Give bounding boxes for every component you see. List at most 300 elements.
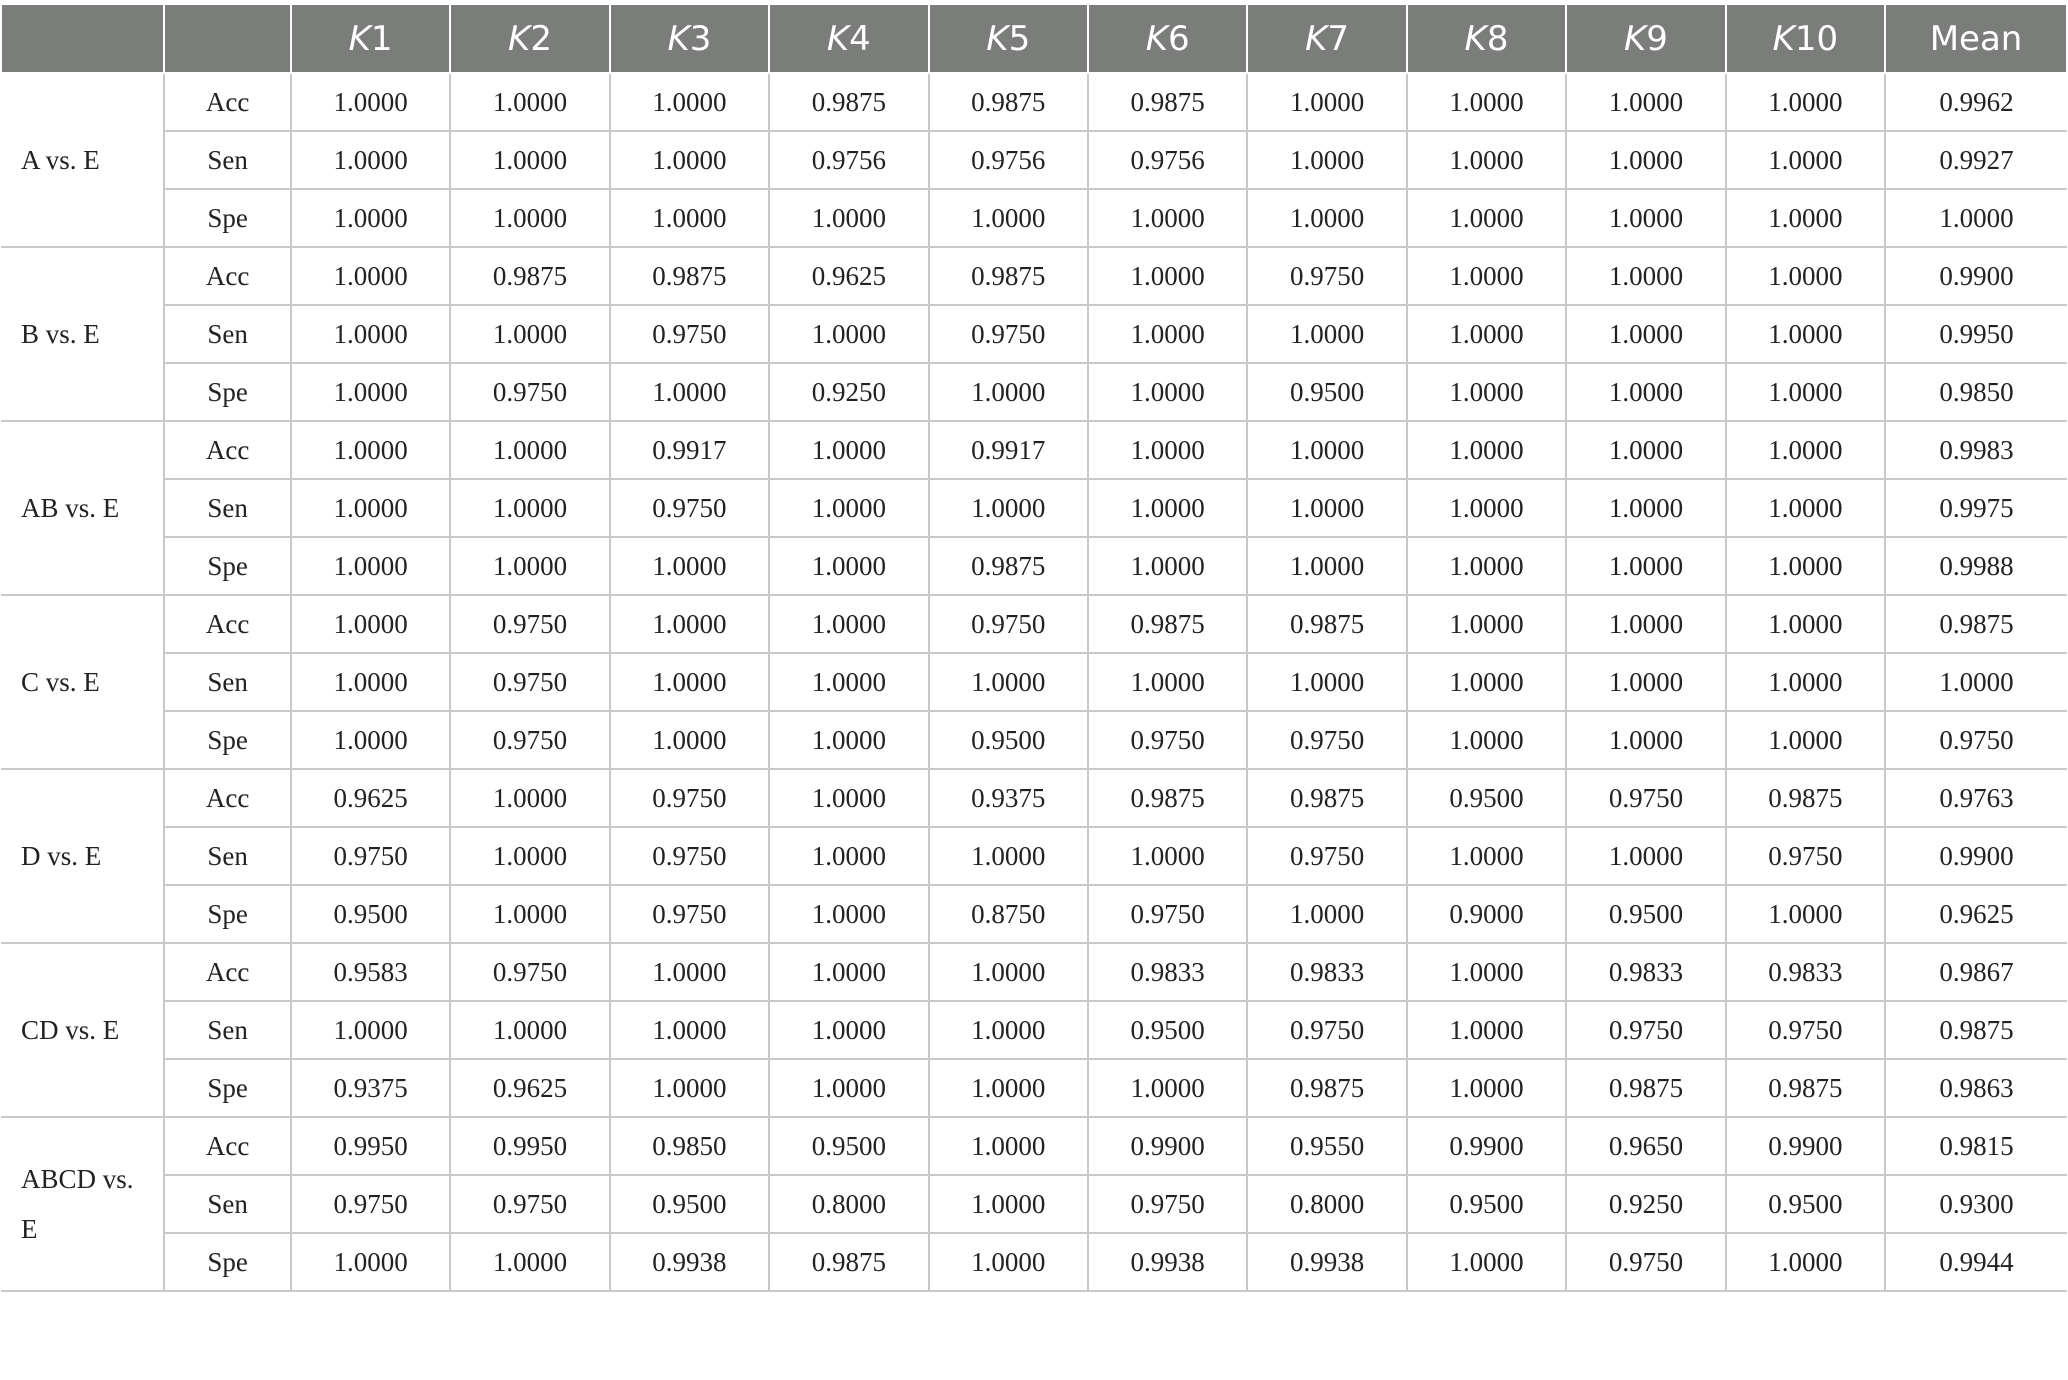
fold-value-cell: 1.0000 bbox=[769, 1059, 928, 1117]
mean-value-cell: 1.0000 bbox=[1885, 653, 2067, 711]
metric-label: Acc bbox=[164, 73, 290, 131]
metric-label: Acc bbox=[164, 421, 290, 479]
fold-value-cell: 1.0000 bbox=[610, 363, 769, 421]
fold-value-cell: 1.0000 bbox=[610, 73, 769, 131]
table-row bbox=[1, 131, 2067, 189]
fold-value-cell: 1.0000 bbox=[1247, 421, 1406, 479]
fold-value-cell: 1.0000 bbox=[610, 943, 769, 1001]
fold-value-cell: 0.9750 bbox=[291, 1175, 450, 1233]
metric-label: Spe bbox=[164, 363, 290, 421]
fold-value-cell: 1.0000 bbox=[450, 421, 609, 479]
fold-value-cell: 0.9750 bbox=[1247, 827, 1406, 885]
fold-value-cell: 1.0000 bbox=[450, 827, 609, 885]
header-fold-letter: K bbox=[986, 18, 1009, 59]
fold-value-cell: 1.0000 bbox=[291, 711, 450, 769]
fold-value-cell: 0.9750 bbox=[610, 305, 769, 363]
fold-value-cell: 0.9833 bbox=[1247, 943, 1406, 1001]
mean-value-cell: 0.9875 bbox=[1885, 595, 2067, 653]
header-fold-number: 6 bbox=[1168, 18, 1190, 59]
fold-value-cell: 1.0000 bbox=[929, 653, 1088, 711]
fold-value-cell: 1.0000 bbox=[450, 1001, 609, 1059]
fold-value-cell: 1.0000 bbox=[1407, 595, 1566, 653]
fold-value-cell: 0.9750 bbox=[1566, 1001, 1725, 1059]
fold-value-cell: 0.9000 bbox=[1407, 885, 1566, 943]
fold-value-cell: 1.0000 bbox=[1566, 653, 1725, 711]
fold-value-cell: 1.0000 bbox=[291, 131, 450, 189]
fold-value-cell: 0.9875 bbox=[1726, 769, 1885, 827]
fold-value-cell: 1.0000 bbox=[1088, 421, 1247, 479]
header-fold-number: 2 bbox=[530, 18, 552, 59]
table-row bbox=[1, 653, 2067, 711]
fold-value-cell: 0.9250 bbox=[1566, 1175, 1725, 1233]
mean-value-cell: 1.0000 bbox=[1885, 189, 2067, 247]
fold-value-cell: 0.9250 bbox=[769, 363, 928, 421]
fold-value-cell: 0.9500 bbox=[769, 1117, 928, 1175]
header-mean: Mean bbox=[1885, 5, 2067, 73]
fold-value-cell: 1.0000 bbox=[1407, 653, 1566, 711]
fold-value-cell: 0.9750 bbox=[1088, 1175, 1247, 1233]
fold-value-cell: 1.0000 bbox=[1407, 537, 1566, 595]
fold-value-cell: 1.0000 bbox=[610, 189, 769, 247]
header-fold-letter: K bbox=[1772, 18, 1795, 59]
header-row bbox=[1, 5, 2067, 73]
mean-value-cell: 0.9944 bbox=[1885, 1233, 2067, 1291]
header-fold-letter: K bbox=[1305, 18, 1328, 59]
fold-value-cell: 1.0000 bbox=[769, 595, 928, 653]
mean-value-cell: 0.9875 bbox=[1885, 1001, 2067, 1059]
metric-label: Acc bbox=[164, 1117, 290, 1175]
fold-value-cell: 1.0000 bbox=[450, 537, 609, 595]
comparison-group-label: D vs. E bbox=[1, 769, 164, 943]
fold-value-cell: 0.9750 bbox=[1726, 1001, 1885, 1059]
fold-value-cell: 0.9875 bbox=[1247, 1059, 1406, 1117]
table-row bbox=[1, 73, 2067, 131]
fold-value-cell: 1.0000 bbox=[929, 1001, 1088, 1059]
metric-label: Sen bbox=[164, 827, 290, 885]
fold-value-cell: 1.0000 bbox=[1407, 479, 1566, 537]
fold-value-cell: 1.0000 bbox=[1566, 595, 1725, 653]
header-fold-letter: K bbox=[1623, 18, 1647, 59]
fold-value-cell: 0.9750 bbox=[291, 827, 450, 885]
fold-value-cell: 1.0000 bbox=[610, 537, 769, 595]
header-k3 bbox=[610, 5, 769, 73]
fold-value-cell: 0.9917 bbox=[610, 421, 769, 479]
mean-value-cell: 0.9815 bbox=[1885, 1117, 2067, 1175]
header-k7 bbox=[1247, 5, 1406, 73]
metric-label: Spe bbox=[164, 1059, 290, 1117]
fold-value-cell: 1.0000 bbox=[769, 943, 928, 1001]
fold-value-cell: 1.0000 bbox=[1407, 305, 1566, 363]
fold-value-cell: 1.0000 bbox=[1566, 131, 1725, 189]
fold-value-cell: 0.9833 bbox=[1726, 943, 1885, 1001]
fold-value-cell: 1.0000 bbox=[769, 885, 928, 943]
fold-value-cell: 1.0000 bbox=[291, 189, 450, 247]
header-k8 bbox=[1407, 5, 1566, 73]
results-table bbox=[0, 5, 2068, 1292]
fold-value-cell: 1.0000 bbox=[291, 305, 450, 363]
fold-value-cell: 0.9756 bbox=[769, 131, 928, 189]
metric-label: Spe bbox=[164, 711, 290, 769]
fold-value-cell: 1.0000 bbox=[1088, 479, 1247, 537]
fold-value-cell: 0.9750 bbox=[1726, 827, 1885, 885]
mean-value-cell: 0.9983 bbox=[1885, 421, 2067, 479]
mean-value-cell: 0.9625 bbox=[1885, 885, 2067, 943]
header-k9 bbox=[1566, 5, 1725, 73]
fold-value-cell: 0.9500 bbox=[1247, 363, 1406, 421]
table-row bbox=[1, 1233, 2067, 1291]
fold-value-cell: 1.0000 bbox=[929, 1059, 1088, 1117]
fold-value-cell: 0.9875 bbox=[929, 73, 1088, 131]
fold-value-cell: 1.0000 bbox=[1407, 189, 1566, 247]
fold-value-cell: 1.0000 bbox=[1726, 537, 1885, 595]
fold-value-cell: 1.0000 bbox=[769, 479, 928, 537]
fold-value-cell: 1.0000 bbox=[1247, 653, 1406, 711]
fold-value-cell: 1.0000 bbox=[1088, 537, 1247, 595]
fold-value-cell: 1.0000 bbox=[1247, 305, 1406, 363]
fold-value-cell: 1.0000 bbox=[1407, 363, 1566, 421]
fold-value-cell: 0.9875 bbox=[450, 247, 609, 305]
fold-value-cell: 1.0000 bbox=[291, 479, 450, 537]
table-row bbox=[1, 711, 2067, 769]
fold-value-cell: 1.0000 bbox=[1566, 363, 1725, 421]
header-k1 bbox=[291, 5, 450, 73]
mean-value-cell: 0.9900 bbox=[1885, 827, 2067, 885]
mean-value-cell: 0.9300 bbox=[1885, 1175, 2067, 1233]
fold-value-cell: 1.0000 bbox=[291, 421, 450, 479]
fold-value-cell: 0.9900 bbox=[1088, 1117, 1247, 1175]
metric-label: Sen bbox=[164, 653, 290, 711]
fold-value-cell: 1.0000 bbox=[610, 653, 769, 711]
fold-value-cell: 1.0000 bbox=[1407, 1059, 1566, 1117]
fold-value-cell: 0.9875 bbox=[1566, 1059, 1725, 1117]
comparison-group-label: B vs. E bbox=[1, 247, 164, 421]
fold-value-cell: 1.0000 bbox=[769, 769, 928, 827]
fold-value-cell: 1.0000 bbox=[610, 131, 769, 189]
fold-value-cell: 1.0000 bbox=[1247, 73, 1406, 131]
comparison-group-label: A vs. E bbox=[1, 73, 164, 247]
fold-value-cell: 0.9875 bbox=[929, 537, 1088, 595]
fold-value-cell: 0.9750 bbox=[450, 653, 609, 711]
fold-value-cell: 0.9375 bbox=[291, 1059, 450, 1117]
metric-label: Acc bbox=[164, 595, 290, 653]
metric-label: Sen bbox=[164, 1175, 290, 1233]
fold-value-cell: 0.9756 bbox=[1088, 131, 1247, 189]
fold-value-cell: 1.0000 bbox=[1726, 73, 1885, 131]
fold-value-cell: 1.0000 bbox=[450, 1233, 609, 1291]
fold-value-cell: 1.0000 bbox=[1407, 827, 1566, 885]
fold-value-cell: 0.9750 bbox=[450, 595, 609, 653]
metric-label: Spe bbox=[164, 189, 290, 247]
fold-value-cell: 1.0000 bbox=[610, 1059, 769, 1117]
table-row bbox=[1, 1175, 2067, 1233]
fold-value-cell: 1.0000 bbox=[1407, 711, 1566, 769]
table-row bbox=[1, 537, 2067, 595]
table-row bbox=[1, 421, 2067, 479]
table-row bbox=[1, 1059, 2067, 1117]
fold-value-cell: 1.0000 bbox=[1726, 885, 1885, 943]
fold-value-cell: 0.9938 bbox=[610, 1233, 769, 1291]
fold-value-cell: 0.9875 bbox=[769, 1233, 928, 1291]
fold-value-cell: 0.9750 bbox=[610, 479, 769, 537]
fold-value-cell: 1.0000 bbox=[610, 711, 769, 769]
fold-value-cell: 0.9750 bbox=[929, 595, 1088, 653]
fold-value-cell: 0.9750 bbox=[450, 711, 609, 769]
fold-value-cell: 1.0000 bbox=[769, 711, 928, 769]
table-row bbox=[1, 305, 2067, 363]
fold-value-cell: 0.9938 bbox=[1088, 1233, 1247, 1291]
fold-value-cell: 1.0000 bbox=[450, 479, 609, 537]
fold-value-cell: 0.9500 bbox=[1726, 1175, 1885, 1233]
table-row bbox=[1, 479, 2067, 537]
fold-value-cell: 1.0000 bbox=[1566, 189, 1725, 247]
table-row bbox=[1, 189, 2067, 247]
mean-value-cell: 0.9900 bbox=[1885, 247, 2067, 305]
fold-value-cell: 0.9500 bbox=[1088, 1001, 1247, 1059]
fold-value-cell: 1.0000 bbox=[450, 885, 609, 943]
fold-value-cell: 0.9750 bbox=[1566, 769, 1725, 827]
fold-value-cell: 0.9750 bbox=[1247, 1001, 1406, 1059]
header-corner-metric bbox=[164, 5, 290, 73]
fold-value-cell: 0.9625 bbox=[450, 1059, 609, 1117]
header-fold-letter: K bbox=[1145, 18, 1168, 59]
fold-value-cell: 0.9500 bbox=[1407, 1175, 1566, 1233]
fold-value-cell: 1.0000 bbox=[450, 73, 609, 131]
fold-value-cell: 1.0000 bbox=[291, 1233, 450, 1291]
fold-value-cell: 0.9750 bbox=[450, 1175, 609, 1233]
fold-value-cell: 0.8000 bbox=[769, 1175, 928, 1233]
fold-value-cell: 1.0000 bbox=[1566, 247, 1725, 305]
fold-value-cell: 0.9875 bbox=[1088, 595, 1247, 653]
header-corner-group bbox=[1, 5, 164, 73]
fold-value-cell: 1.0000 bbox=[450, 769, 609, 827]
fold-value-cell: 0.9833 bbox=[1566, 943, 1725, 1001]
fold-value-cell: 1.0000 bbox=[929, 1117, 1088, 1175]
metric-label: Acc bbox=[164, 943, 290, 1001]
fold-value-cell: 1.0000 bbox=[769, 305, 928, 363]
fold-value-cell: 1.0000 bbox=[1726, 363, 1885, 421]
table-row bbox=[1, 595, 2067, 653]
fold-value-cell: 0.9500 bbox=[1407, 769, 1566, 827]
fold-value-cell: 1.0000 bbox=[291, 1001, 450, 1059]
fold-value-cell: 1.0000 bbox=[1088, 1059, 1247, 1117]
fold-value-cell: 0.9875 bbox=[610, 247, 769, 305]
fold-value-cell: 1.0000 bbox=[291, 537, 450, 595]
metric-label: Acc bbox=[164, 247, 290, 305]
fold-value-cell: 1.0000 bbox=[769, 827, 928, 885]
fold-value-cell: 1.0000 bbox=[1726, 479, 1885, 537]
mean-value-cell: 0.9750 bbox=[1885, 711, 2067, 769]
fold-value-cell: 1.0000 bbox=[1726, 131, 1885, 189]
header-fold-letter: K bbox=[348, 18, 371, 59]
fold-value-cell: 1.0000 bbox=[769, 421, 928, 479]
fold-value-cell: 0.9875 bbox=[769, 73, 928, 131]
fold-value-cell: 1.0000 bbox=[1726, 711, 1885, 769]
header-k5 bbox=[929, 5, 1088, 73]
fold-value-cell: 1.0000 bbox=[929, 189, 1088, 247]
fold-value-cell: 0.9750 bbox=[1247, 247, 1406, 305]
header-fold-number: 9 bbox=[1646, 18, 1668, 59]
header-fold-number: 3 bbox=[689, 18, 712, 59]
fold-value-cell: 0.9900 bbox=[1726, 1117, 1885, 1175]
fold-value-cell: 1.0000 bbox=[1247, 479, 1406, 537]
fold-value-cell: 1.0000 bbox=[1566, 479, 1725, 537]
fold-value-cell: 1.0000 bbox=[1407, 421, 1566, 479]
table-row bbox=[1, 1001, 2067, 1059]
fold-value-cell: 1.0000 bbox=[1726, 421, 1885, 479]
table-row bbox=[1, 769, 2067, 827]
fold-value-cell: 1.0000 bbox=[450, 305, 609, 363]
header-fold-letter: K bbox=[667, 18, 690, 59]
fold-value-cell: 1.0000 bbox=[1726, 595, 1885, 653]
header-fold-letter: K bbox=[1464, 18, 1487, 59]
fold-value-cell: 1.0000 bbox=[1088, 363, 1247, 421]
fold-value-cell: 0.9750 bbox=[1088, 711, 1247, 769]
fold-value-cell: 1.0000 bbox=[1407, 943, 1566, 1001]
fold-value-cell: 1.0000 bbox=[1726, 305, 1885, 363]
metric-label: Sen bbox=[164, 305, 290, 363]
fold-value-cell: 0.9938 bbox=[1247, 1233, 1406, 1291]
fold-value-cell: 1.0000 bbox=[291, 653, 450, 711]
fold-value-cell: 0.9900 bbox=[1407, 1117, 1566, 1175]
fold-value-cell: 1.0000 bbox=[291, 73, 450, 131]
fold-value-cell: 1.0000 bbox=[929, 827, 1088, 885]
fold-value-cell: 0.9917 bbox=[929, 421, 1088, 479]
fold-value-cell: 0.9625 bbox=[291, 769, 450, 827]
fold-value-cell: 1.0000 bbox=[1407, 131, 1566, 189]
fold-value-cell: 1.0000 bbox=[1566, 421, 1725, 479]
fold-value-cell: 1.0000 bbox=[1566, 537, 1725, 595]
fold-value-cell: 0.9875 bbox=[1088, 769, 1247, 827]
fold-value-cell: 1.0000 bbox=[769, 1001, 928, 1059]
metric-label: Sen bbox=[164, 479, 290, 537]
table-row bbox=[1, 885, 2067, 943]
mean-value-cell: 0.9927 bbox=[1885, 131, 2067, 189]
mean-value-cell: 0.9850 bbox=[1885, 363, 2067, 421]
table-row bbox=[1, 1117, 2067, 1175]
mean-value-cell: 0.9863 bbox=[1885, 1059, 2067, 1117]
fold-value-cell: 0.9875 bbox=[1726, 1059, 1885, 1117]
fold-value-cell: 1.0000 bbox=[1566, 73, 1725, 131]
mean-value-cell: 0.9763 bbox=[1885, 769, 2067, 827]
fold-value-cell: 0.9625 bbox=[769, 247, 928, 305]
fold-value-cell: 1.0000 bbox=[929, 1175, 1088, 1233]
fold-value-cell: 0.8000 bbox=[1247, 1175, 1406, 1233]
fold-value-cell: 1.0000 bbox=[1407, 247, 1566, 305]
mean-value-cell: 0.9962 bbox=[1885, 73, 2067, 131]
fold-value-cell: 0.9550 bbox=[1247, 1117, 1406, 1175]
table-body bbox=[1, 73, 2067, 1291]
metric-label: Acc bbox=[164, 769, 290, 827]
fold-value-cell: 0.9756 bbox=[929, 131, 1088, 189]
fold-value-cell: 1.0000 bbox=[1566, 305, 1725, 363]
fold-value-cell: 1.0000 bbox=[450, 131, 609, 189]
comparison-group-label: ABCD vs. E bbox=[1, 1117, 164, 1291]
fold-value-cell: 1.0000 bbox=[1726, 653, 1885, 711]
fold-value-cell: 0.8750 bbox=[929, 885, 1088, 943]
mean-value-cell: 0.9950 bbox=[1885, 305, 2067, 363]
header-fold-number: 5 bbox=[1008, 18, 1031, 59]
fold-value-cell: 0.9750 bbox=[610, 769, 769, 827]
header-fold-letter: K bbox=[508, 18, 531, 59]
fold-value-cell: 1.0000 bbox=[291, 595, 450, 653]
fold-value-cell: 1.0000 bbox=[769, 189, 928, 247]
header-fold-number: 7 bbox=[1327, 18, 1350, 59]
fold-value-cell: 0.9750 bbox=[1247, 711, 1406, 769]
fold-value-cell: 1.0000 bbox=[929, 479, 1088, 537]
fold-value-cell: 1.0000 bbox=[1247, 131, 1406, 189]
fold-value-cell: 0.9950 bbox=[450, 1117, 609, 1175]
fold-value-cell: 0.9750 bbox=[450, 363, 609, 421]
fold-value-cell: 0.9500 bbox=[1566, 885, 1725, 943]
fold-value-cell: 0.9750 bbox=[450, 943, 609, 1001]
fold-value-cell: 1.0000 bbox=[1088, 247, 1247, 305]
fold-value-cell: 0.9750 bbox=[1088, 885, 1247, 943]
fold-value-cell: 0.9850 bbox=[610, 1117, 769, 1175]
header-fold-number: 1 bbox=[370, 18, 393, 59]
header-fold-number: 4 bbox=[849, 18, 871, 59]
metric-label: Sen bbox=[164, 131, 290, 189]
fold-value-cell: 1.0000 bbox=[291, 363, 450, 421]
fold-value-cell: 1.0000 bbox=[1726, 247, 1885, 305]
table-row bbox=[1, 943, 2067, 1001]
mean-value-cell: 0.9988 bbox=[1885, 537, 2067, 595]
fold-value-cell: 0.9650 bbox=[1566, 1117, 1725, 1175]
mean-value-cell: 0.9975 bbox=[1885, 479, 2067, 537]
fold-value-cell: 1.0000 bbox=[1726, 189, 1885, 247]
fold-value-cell: 0.9875 bbox=[1088, 73, 1247, 131]
fold-value-cell: 1.0000 bbox=[1407, 1233, 1566, 1291]
fold-value-cell: 0.9875 bbox=[1247, 769, 1406, 827]
fold-value-cell: 0.9833 bbox=[1088, 943, 1247, 1001]
fold-value-cell: 0.9950 bbox=[291, 1117, 450, 1175]
fold-value-cell: 0.9750 bbox=[610, 827, 769, 885]
fold-value-cell: 1.0000 bbox=[1407, 1001, 1566, 1059]
fold-value-cell: 1.0000 bbox=[1088, 305, 1247, 363]
table-row bbox=[1, 247, 2067, 305]
fold-value-cell: 0.9875 bbox=[1247, 595, 1406, 653]
fold-value-cell: 0.9375 bbox=[929, 769, 1088, 827]
metric-label: Spe bbox=[164, 1233, 290, 1291]
fold-value-cell: 1.0000 bbox=[1088, 827, 1247, 885]
fold-value-cell: 1.0000 bbox=[1247, 537, 1406, 595]
comparison-group-label: AB vs. E bbox=[1, 421, 164, 595]
header-k2 bbox=[450, 5, 609, 73]
comparison-group-label: CD vs. E bbox=[1, 943, 164, 1117]
header-k10 bbox=[1726, 5, 1885, 73]
fold-value-cell: 0.9500 bbox=[929, 711, 1088, 769]
fold-value-cell: 0.9500 bbox=[291, 885, 450, 943]
fold-value-cell: 1.0000 bbox=[291, 247, 450, 305]
header-fold-letter: K bbox=[826, 18, 850, 59]
fold-value-cell: 0.9750 bbox=[610, 885, 769, 943]
fold-value-cell: 1.0000 bbox=[1407, 73, 1566, 131]
mean-value-cell: 0.9867 bbox=[1885, 943, 2067, 1001]
fold-value-cell: 0.9875 bbox=[929, 247, 1088, 305]
fold-value-cell: 1.0000 bbox=[929, 943, 1088, 1001]
table-row bbox=[1, 827, 2067, 885]
header-k4 bbox=[769, 5, 928, 73]
fold-value-cell: 1.0000 bbox=[450, 189, 609, 247]
fold-value-cell: 1.0000 bbox=[769, 653, 928, 711]
fold-value-cell: 0.9750 bbox=[929, 305, 1088, 363]
fold-value-cell: 1.0000 bbox=[1088, 189, 1247, 247]
header-k6 bbox=[1088, 5, 1247, 73]
fold-value-cell: 1.0000 bbox=[610, 1001, 769, 1059]
table-row bbox=[1, 363, 2067, 421]
metric-label: Sen bbox=[164, 1001, 290, 1059]
fold-value-cell: 1.0000 bbox=[929, 1233, 1088, 1291]
fold-value-cell: 1.0000 bbox=[1247, 885, 1406, 943]
